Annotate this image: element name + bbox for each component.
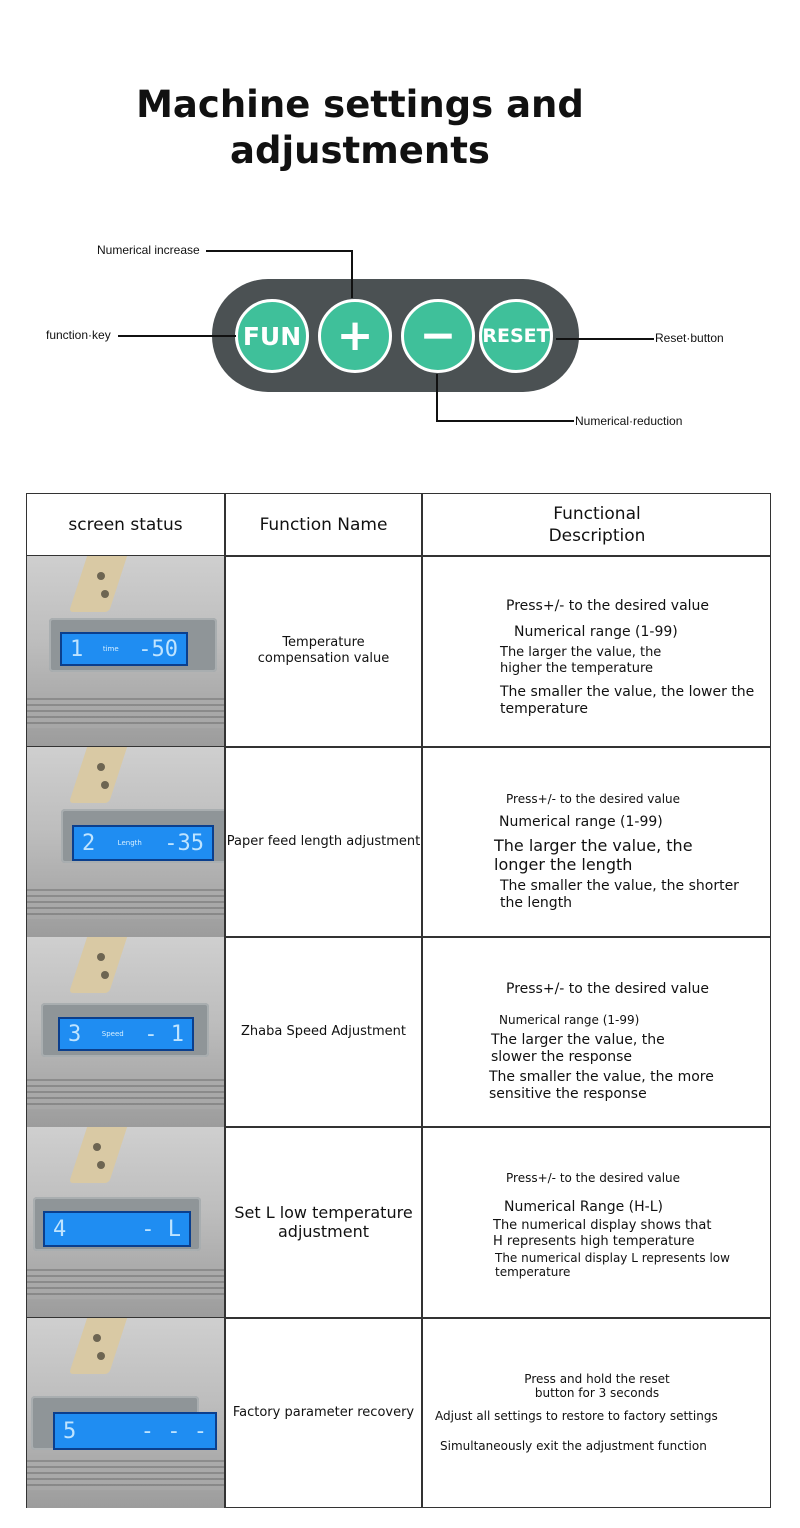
machine-vent (27, 889, 224, 919)
screen-status-photo (27, 1318, 224, 1508)
callout-line-reduction (436, 420, 574, 422)
lcd-index: 4 (53, 1216, 67, 1242)
screen-status-photo (27, 747, 224, 937)
desc-line: Press and hold the reset button for 3 seconds (524, 1372, 670, 1400)
lcd-index: 5 (63, 1418, 77, 1444)
plus-icon: + (336, 310, 374, 361)
bolt (101, 971, 109, 979)
lcd-sub-label: Speed (101, 1030, 124, 1038)
lcd-value: -50 (138, 636, 178, 662)
desc-line: Press+/- to the desired value (506, 598, 710, 614)
lcd-sub-label: Length (117, 839, 142, 847)
lcd-index: 3 (68, 1021, 82, 1047)
lcd-display (58, 1017, 194, 1051)
lcd-value: - 1 (144, 1021, 184, 1047)
lcd-sub-label: time (102, 645, 119, 653)
table-row (27, 556, 769, 746)
lcd-display (60, 632, 188, 666)
callout-numerical-increase: Numerical increase (97, 243, 200, 257)
machine-arm (69, 747, 129, 803)
fun-key-label: FUN (242, 321, 302, 351)
function-name: Zhaba Speed Adjustment (241, 1024, 406, 1039)
function-name: Paper feed length adjustment (226, 834, 421, 849)
minus-icon: − (419, 310, 457, 361)
lcd-index: 1 (70, 636, 84, 662)
minus-key-button[interactable] (401, 299, 475, 373)
screen-status-photo (27, 937, 224, 1127)
function-name: Set L low temperature adjustment (234, 1203, 413, 1241)
desc-line: Numerical range (1-99) (514, 624, 678, 640)
machine-vent (27, 698, 224, 728)
machine-arm (69, 1318, 129, 1374)
desc-line: The larger the value, the longer the length (494, 836, 693, 874)
bolt (93, 1143, 101, 1151)
desc-line: Numerical Range (H-L) (504, 1199, 663, 1215)
callout-line-increase (206, 250, 353, 252)
screen-status-photo (27, 1127, 224, 1317)
lcd-display (53, 1412, 217, 1450)
callout-line-function (118, 335, 236, 337)
desc-line: Press+/- to the desired value (506, 1171, 681, 1185)
machine-arm (69, 556, 129, 612)
function-name: Factory parameter recovery (232, 1405, 415, 1420)
callout-function-key: function·key (46, 328, 111, 342)
lcd-display (72, 825, 214, 861)
bolt (97, 1161, 105, 1169)
lcd-index: 2 (82, 830, 96, 856)
desc-line: The smaller the value, the more sensitive the response (489, 1069, 714, 1102)
table-row (27, 937, 769, 1127)
bolt (93, 1334, 101, 1342)
function-description (423, 1318, 771, 1508)
function-description (423, 937, 771, 1127)
callout-line-increase-drop (351, 250, 353, 298)
machine-arm (69, 1127, 129, 1183)
bolt (97, 1352, 105, 1360)
lcd-value: -35 (164, 830, 204, 856)
lcd-value: - - - (140, 1418, 207, 1444)
desc-line: Press+/- to the desired value (506, 792, 681, 806)
desc-line: Numerical range (1-99) (499, 1013, 640, 1027)
function-description (423, 1127, 771, 1317)
callout-line-reset (556, 338, 654, 340)
plus-key-button[interactable] (318, 299, 392, 373)
screen-status-photo (27, 556, 224, 746)
header-functional-description: Functional Description (548, 504, 646, 546)
header-function-name: Function Name (259, 515, 388, 535)
desc-line: The smaller the value, the shorter the length (500, 878, 739, 911)
desc-line: Numerical range (1-99) (499, 814, 663, 830)
bolt (101, 781, 109, 789)
bolt (101, 590, 109, 598)
desc-line: Press+/- to the desired value (506, 981, 710, 997)
machine-vent (27, 1460, 224, 1490)
bolt (97, 953, 105, 961)
machine-vent (27, 1269, 224, 1299)
desc-line: The numerical display L represents low temperature (495, 1251, 730, 1279)
callout-numerical-reduction: Numerical·reduction (575, 414, 683, 428)
function-name: Temperature compensation value (257, 635, 390, 666)
bolt (97, 763, 105, 771)
table-row (27, 1318, 769, 1508)
desc-line: Adjust all settings to restore to factory settings (435, 1409, 718, 1423)
callout-line-reduction-drop (436, 374, 438, 422)
desc-line: The smaller the value, the lower the temperature (500, 684, 755, 717)
fun-key-button[interactable] (235, 299, 309, 373)
function-description (423, 556, 771, 746)
table-row (27, 747, 769, 937)
reset-key-label: RESET (482, 325, 550, 347)
header-screen-status: screen status (68, 515, 183, 535)
lcd-display (43, 1211, 191, 1247)
function-description (423, 747, 771, 937)
lcd-value: - L (141, 1216, 181, 1242)
reset-key-button[interactable] (479, 299, 553, 373)
machine-arm (69, 937, 129, 993)
desc-line: The numerical display shows that H represents high temperature (493, 1218, 712, 1249)
desc-line: The larger the value, the slower the response (491, 1032, 665, 1065)
page-title: Machine settings and adjustments (136, 83, 584, 172)
bolt (97, 572, 105, 580)
table-row (27, 1127, 769, 1317)
machine-vent (27, 1079, 224, 1109)
callout-reset-button: Reset·button (655, 331, 724, 345)
desc-line: The larger the value, the higher the temperature (500, 645, 662, 676)
desc-line: Simultaneously exit the adjustment function (440, 1439, 707, 1453)
settings-table (26, 493, 771, 1508)
